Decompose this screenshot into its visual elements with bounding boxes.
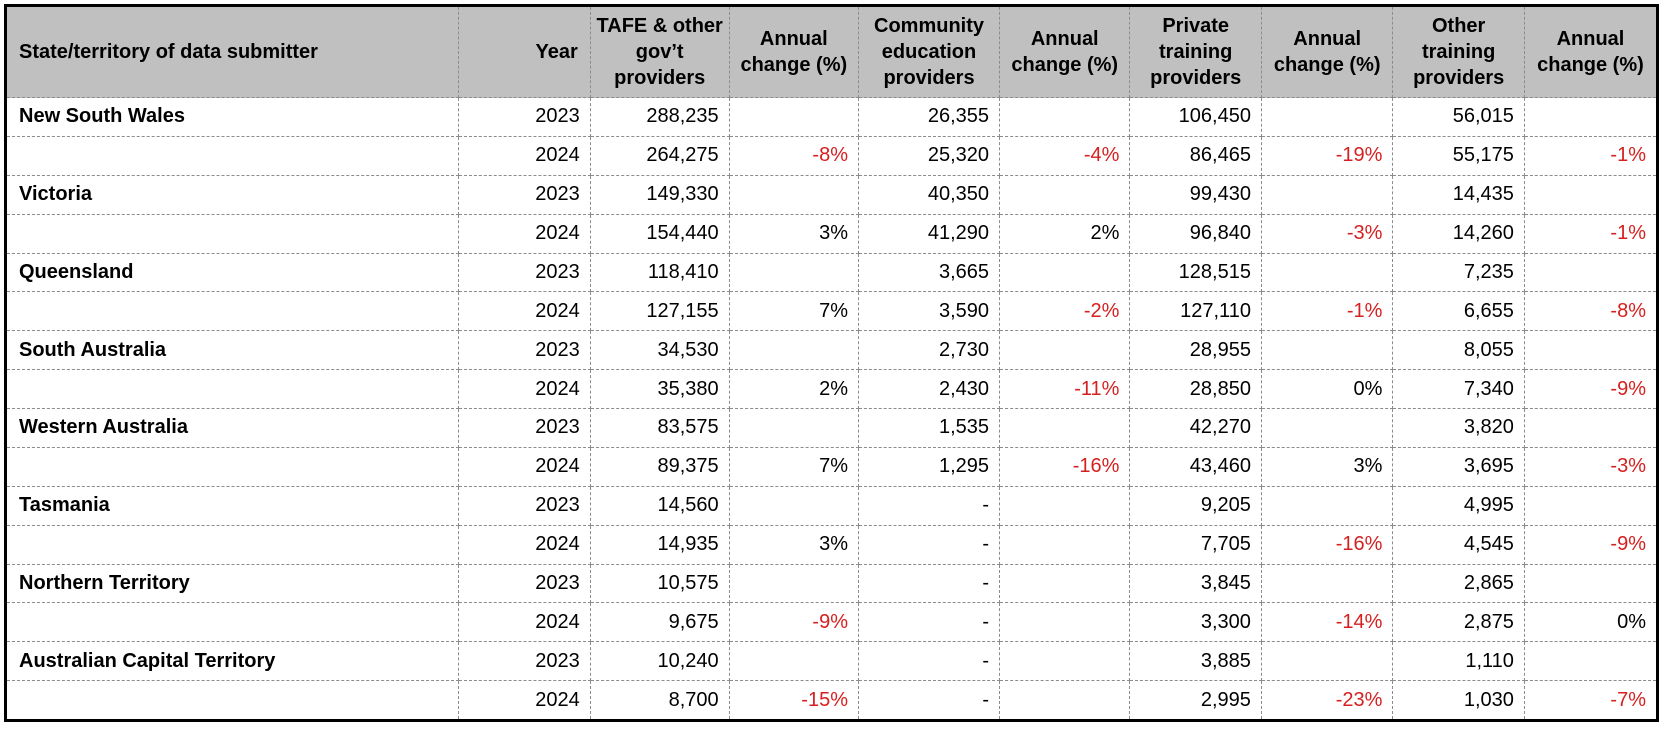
tafe-cell: 264,275 <box>590 136 729 175</box>
other-change-cell: -9% <box>1524 370 1656 409</box>
tafe-change-cell <box>729 409 858 448</box>
private-cell: 3,845 <box>1130 564 1261 603</box>
other-change-cell <box>1524 98 1656 137</box>
year-cell: 2023 <box>459 175 590 214</box>
community-change-cell <box>1000 642 1130 681</box>
year-cell: 2024 <box>459 370 590 409</box>
other-change-cell <box>1524 175 1656 214</box>
private-cell: 7,705 <box>1130 525 1261 564</box>
table-row <box>7 564 1656 603</box>
year-cell: 2024 <box>459 681 590 719</box>
table-row <box>7 681 1656 719</box>
tafe-cell: 35,380 <box>590 370 729 409</box>
tafe-cell: 14,935 <box>590 525 729 564</box>
community-change-cell <box>1000 525 1130 564</box>
private-change-cell: -14% <box>1261 603 1392 642</box>
community-change-cell: -11% <box>1000 370 1130 409</box>
state-cell: Australian Capital Territory <box>7 642 459 681</box>
tafe-cell: 10,575 <box>590 564 729 603</box>
community-change-cell <box>1000 175 1130 214</box>
other-cell: 8,055 <box>1393 331 1524 370</box>
table-row <box>7 292 1656 331</box>
community-change-cell: -4% <box>1000 136 1130 175</box>
tafe-cell: 8,700 <box>590 681 729 719</box>
community-change-cell: -16% <box>1000 447 1130 486</box>
tafe-cell: 288,235 <box>590 98 729 137</box>
other-change-cell <box>1524 409 1656 448</box>
other-cell: 2,875 <box>1393 603 1524 642</box>
private-cell: 3,885 <box>1130 642 1261 681</box>
community-change-cell <box>1000 681 1130 719</box>
tafe-cell: 83,575 <box>590 409 729 448</box>
private-cell: 28,955 <box>1130 331 1261 370</box>
community-change-cell <box>1000 603 1130 642</box>
community-cell: - <box>859 681 1000 719</box>
table-row <box>7 409 1656 448</box>
state-cell <box>7 447 459 486</box>
table-row <box>7 525 1656 564</box>
private-change-cell <box>1261 98 1392 137</box>
community-cell: 26,355 <box>859 98 1000 137</box>
year-cell: 2024 <box>459 525 590 564</box>
enrolment-table <box>7 7 1656 719</box>
table-row <box>7 331 1656 370</box>
tafe-change-cell <box>729 642 858 681</box>
private-cell: 128,515 <box>1130 253 1261 292</box>
private-change-cell <box>1261 409 1392 448</box>
community-change-cell <box>1000 486 1130 525</box>
column-header-year: Year <box>459 7 590 98</box>
other-change-cell: -8% <box>1524 292 1656 331</box>
column-header-private-change: Annual change (%) <box>1261 7 1392 98</box>
tafe-change-cell <box>729 331 858 370</box>
tafe-cell: 14,560 <box>590 486 729 525</box>
column-header-tafe-change: Annual change (%) <box>729 7 858 98</box>
community-cell: 25,320 <box>859 136 1000 175</box>
private-cell: 42,270 <box>1130 409 1261 448</box>
state-cell: Queensland <box>7 253 459 292</box>
table-row <box>7 175 1656 214</box>
other-cell: 7,235 <box>1393 253 1524 292</box>
community-change-cell <box>1000 564 1130 603</box>
column-header-community: Community education providers <box>859 7 1000 98</box>
community-change-cell <box>1000 253 1130 292</box>
private-change-cell <box>1261 642 1392 681</box>
tafe-change-cell: -8% <box>729 136 858 175</box>
state-cell: New South Wales <box>7 98 459 137</box>
tafe-change-cell: 7% <box>729 292 858 331</box>
community-cell: 3,590 <box>859 292 1000 331</box>
tafe-change-cell: -15% <box>729 681 858 719</box>
private-change-cell <box>1261 486 1392 525</box>
tafe-change-cell <box>729 564 858 603</box>
private-change-cell <box>1261 253 1392 292</box>
private-cell: 9,205 <box>1130 486 1261 525</box>
state-cell <box>7 681 459 719</box>
tafe-change-cell: 3% <box>729 214 858 253</box>
other-cell: 56,015 <box>1393 98 1524 137</box>
community-cell: 2,430 <box>859 370 1000 409</box>
other-cell: 1,030 <box>1393 681 1524 719</box>
community-cell: 3,665 <box>859 253 1000 292</box>
community-cell: 41,290 <box>859 214 1000 253</box>
tafe-cell: 118,410 <box>590 253 729 292</box>
table-row <box>7 98 1656 137</box>
year-cell: 2023 <box>459 564 590 603</box>
other-cell: 14,435 <box>1393 175 1524 214</box>
community-cell: - <box>859 525 1000 564</box>
private-cell: 99,430 <box>1130 175 1261 214</box>
other-cell: 14,260 <box>1393 214 1524 253</box>
state-cell: Northern Territory <box>7 564 459 603</box>
community-cell: - <box>859 486 1000 525</box>
community-cell: 40,350 <box>859 175 1000 214</box>
other-change-cell <box>1524 331 1656 370</box>
header-row <box>7 7 1656 98</box>
table-row <box>7 603 1656 642</box>
private-change-cell: 3% <box>1261 447 1392 486</box>
tafe-cell: 10,240 <box>590 642 729 681</box>
other-cell: 4,545 <box>1393 525 1524 564</box>
tafe-change-cell <box>729 486 858 525</box>
table-row <box>7 447 1656 486</box>
private-change-cell: -23% <box>1261 681 1392 719</box>
private-change-cell: -19% <box>1261 136 1392 175</box>
private-cell: 3,300 <box>1130 603 1261 642</box>
private-cell: 43,460 <box>1130 447 1261 486</box>
community-cell: - <box>859 603 1000 642</box>
other-change-cell: 0% <box>1524 603 1656 642</box>
private-cell: 28,850 <box>1130 370 1261 409</box>
community-change-cell <box>1000 331 1130 370</box>
tafe-change-cell <box>729 98 858 137</box>
community-change-cell: 2% <box>1000 214 1130 253</box>
other-cell: 2,865 <box>1393 564 1524 603</box>
private-cell: 86,465 <box>1130 136 1261 175</box>
private-cell: 2,995 <box>1130 681 1261 719</box>
other-change-cell: -1% <box>1524 136 1656 175</box>
year-cell: 2024 <box>459 214 590 253</box>
column-header-community-change: Annual change (%) <box>1000 7 1130 98</box>
other-cell: 3,820 <box>1393 409 1524 448</box>
table-row <box>7 253 1656 292</box>
year-cell: 2024 <box>459 447 590 486</box>
tafe-change-cell <box>729 253 858 292</box>
table-body <box>7 98 1656 720</box>
private-change-cell: -16% <box>1261 525 1392 564</box>
year-cell: 2023 <box>459 253 590 292</box>
tafe-cell: 9,675 <box>590 603 729 642</box>
private-change-cell <box>1261 564 1392 603</box>
private-change-cell: -1% <box>1261 292 1392 331</box>
community-cell: - <box>859 642 1000 681</box>
other-cell: 1,110 <box>1393 642 1524 681</box>
other-change-cell: -1% <box>1524 214 1656 253</box>
state-cell: Tasmania <box>7 486 459 525</box>
tafe-cell: 34,530 <box>590 331 729 370</box>
state-cell: South Australia <box>7 331 459 370</box>
community-cell: - <box>859 564 1000 603</box>
column-header-state: State/territory of data submitter <box>7 7 459 98</box>
other-change-cell: -9% <box>1524 525 1656 564</box>
tafe-change-cell <box>729 175 858 214</box>
private-cell: 127,110 <box>1130 292 1261 331</box>
year-cell: 2024 <box>459 292 590 331</box>
other-change-cell <box>1524 253 1656 292</box>
private-change-cell: -3% <box>1261 214 1392 253</box>
state-cell: Western Australia <box>7 409 459 448</box>
community-cell: 2,730 <box>859 331 1000 370</box>
state-cell <box>7 136 459 175</box>
private-cell: 106,450 <box>1130 98 1261 137</box>
year-cell: 2024 <box>459 136 590 175</box>
year-cell: 2023 <box>459 409 590 448</box>
state-cell <box>7 370 459 409</box>
data-table-frame <box>4 4 1659 722</box>
state-cell <box>7 603 459 642</box>
tafe-change-cell: -9% <box>729 603 858 642</box>
community-cell: 1,535 <box>859 409 1000 448</box>
state-cell <box>7 525 459 564</box>
community-change-cell <box>1000 409 1130 448</box>
tafe-change-cell: 2% <box>729 370 858 409</box>
state-cell <box>7 292 459 331</box>
private-change-cell <box>1261 175 1392 214</box>
tafe-change-cell: 3% <box>729 525 858 564</box>
community-change-cell: -2% <box>1000 292 1130 331</box>
state-cell: Victoria <box>7 175 459 214</box>
other-cell: 6,655 <box>1393 292 1524 331</box>
private-change-cell: 0% <box>1261 370 1392 409</box>
column-header-private: Private training providers <box>1130 7 1261 98</box>
year-cell: 2023 <box>459 642 590 681</box>
tafe-cell: 127,155 <box>590 292 729 331</box>
year-cell: 2023 <box>459 486 590 525</box>
year-cell: 2023 <box>459 98 590 137</box>
table-row <box>7 136 1656 175</box>
other-cell: 3,695 <box>1393 447 1524 486</box>
column-header-other-change: Annual change (%) <box>1524 7 1656 98</box>
table-row <box>7 642 1656 681</box>
tafe-cell: 149,330 <box>590 175 729 214</box>
tafe-cell: 154,440 <box>590 214 729 253</box>
other-cell: 4,995 <box>1393 486 1524 525</box>
column-header-other: Other training providers <box>1393 7 1524 98</box>
state-cell <box>7 214 459 253</box>
other-change-cell <box>1524 486 1656 525</box>
other-change-cell: -7% <box>1524 681 1656 719</box>
column-header-tafe: TAFE & other gov’t providers <box>590 7 729 98</box>
year-cell: 2024 <box>459 603 590 642</box>
private-cell: 96,840 <box>1130 214 1261 253</box>
tafe-cell: 89,375 <box>590 447 729 486</box>
other-change-cell <box>1524 642 1656 681</box>
table-row <box>7 486 1656 525</box>
other-change-cell <box>1524 564 1656 603</box>
table-row <box>7 370 1656 409</box>
community-cell: 1,295 <box>859 447 1000 486</box>
other-cell: 7,340 <box>1393 370 1524 409</box>
other-change-cell: -3% <box>1524 447 1656 486</box>
other-cell: 55,175 <box>1393 136 1524 175</box>
tafe-change-cell: 7% <box>729 447 858 486</box>
private-change-cell <box>1261 331 1392 370</box>
table-row <box>7 214 1656 253</box>
year-cell: 2023 <box>459 331 590 370</box>
community-change-cell <box>1000 98 1130 137</box>
